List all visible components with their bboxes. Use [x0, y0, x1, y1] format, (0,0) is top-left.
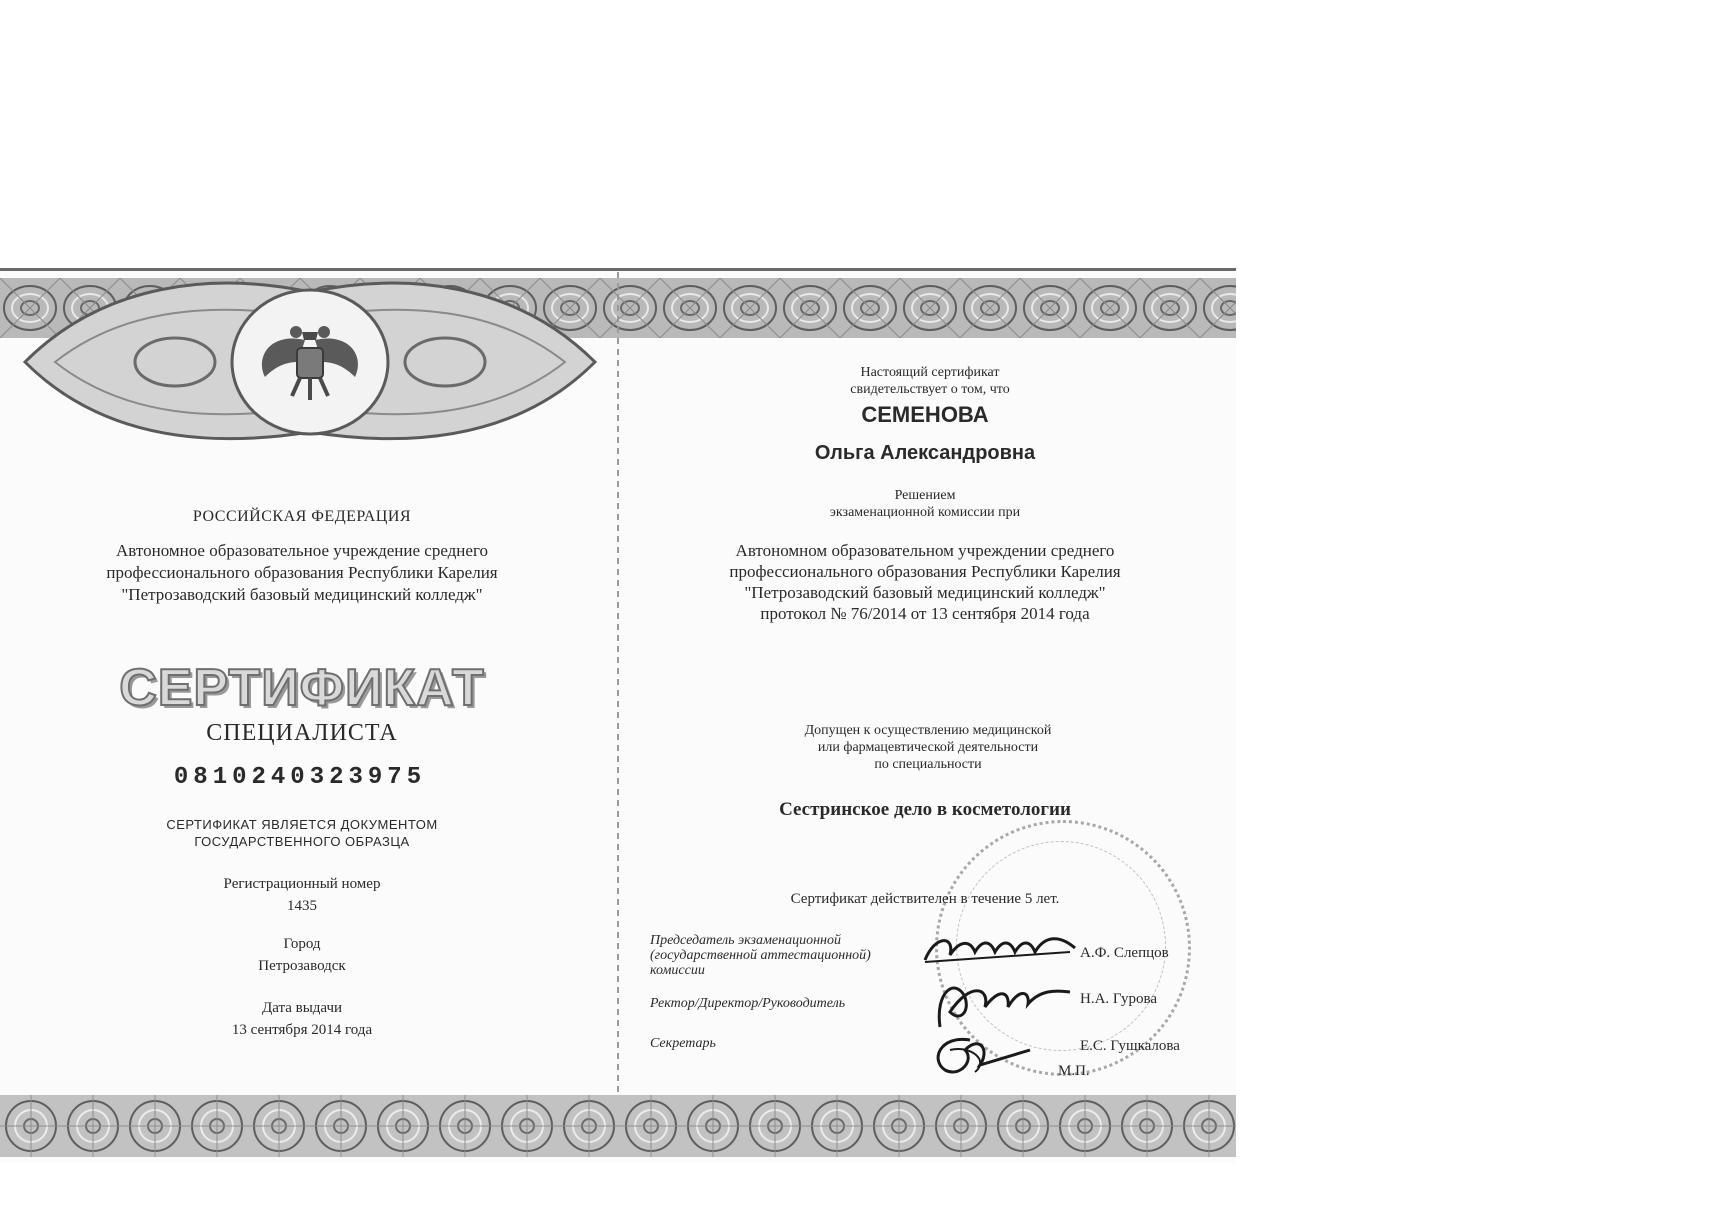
rector-signature — [930, 972, 1080, 1032]
decision-line-2: экзаменационной комиссии при — [829, 505, 1021, 520]
issue-date-label: Дата выдачи — [261, 1000, 343, 1016]
chair-label-line-1: Председатель экзаменационной — [650, 933, 841, 948]
admission-line-3: по специальности — [874, 757, 982, 772]
institution-line-3: "Петрозаводский базовый медицинский колледж" — [121, 585, 483, 604]
issue-date-value: 13 сентября 2014 года — [231, 1022, 373, 1038]
decision-text — [830, 487, 1020, 521]
admission-text — [805, 722, 1052, 773]
commission-institution-line-1: Автономном образовательном учреждении среднего — [735, 541, 1115, 560]
intro-text — [850, 364, 1009, 398]
holder-surname: СЕМЕНОВА — [861, 402, 989, 427]
issuing-institution — [106, 540, 497, 606]
validity-note: Сертификат действителен в течение 5 лет. — [790, 891, 1060, 907]
institution-line-1: Автономное образовательное учреждение среднего — [116, 541, 488, 560]
rector-label: Ректор/Директор/Руководитель — [650, 996, 846, 1011]
holder-given-names: Ольга Александровна — [814, 442, 1036, 464]
admission-line-2: или фармацевтической деятельности — [817, 740, 1039, 755]
registration-block — [224, 873, 381, 917]
country-name: РОССИЙСКАЯ ФЕДЕРАЦИЯ — [192, 508, 412, 525]
secretary-label: Секретарь — [650, 1036, 716, 1051]
commission-institution-line-2: профессионального образования Республики Карелия — [729, 562, 1121, 581]
chair-signature — [920, 930, 1080, 975]
state-document-note — [166, 816, 437, 850]
decision-line-1: Решением — [894, 488, 956, 503]
secretary-name: Е.С. Гушкалова — [1080, 1038, 1180, 1054]
city-label: Город — [283, 936, 321, 952]
certificate-number: 0810240323975 — [173, 764, 427, 791]
certificate-subtitle: СПЕЦИАЛИСТА — [206, 720, 398, 746]
fold-line — [617, 272, 619, 1157]
chair-name: А.Ф. Слепцов — [1080, 945, 1169, 961]
city-value: Петрозаводск — [258, 958, 346, 974]
state-document-line-2: ГОСУДАРСТВЕННОГО ОБРАЗЦА — [194, 834, 410, 849]
specialty: Сестринское дело в косметологии — [779, 799, 1071, 820]
rector-name: Н.А. Гурова — [1080, 991, 1158, 1007]
registration-label: Регистрационный номер — [223, 876, 381, 892]
city-block — [258, 933, 345, 977]
chair-label — [650, 933, 871, 978]
intro-line-2: свидетельствует о том, что — [850, 382, 1010, 397]
state-document-line-1: СЕРТИФИКАТ ЯВЛЯЕТСЯ ДОКУМЕНТОМ — [166, 817, 438, 832]
commission-institution-line-3: "Петрозаводский базовый медицинский колледж" — [744, 583, 1106, 602]
top-border-line — [0, 268, 1236, 271]
chair-label-line-3: комиссии — [650, 963, 705, 978]
chair-label-line-2: (государственной аттестационной) — [650, 948, 871, 963]
issue-date-block — [232, 997, 372, 1041]
admission-line-1: Допущен к осуществлению медицинской — [804, 723, 1052, 738]
stamp-mark: М.П. — [1058, 1063, 1090, 1079]
registration-number: 1435 — [287, 898, 317, 914]
protocol-line: протокол № 76/2014 от 13 сентября 2014 года — [760, 604, 1090, 623]
bottom-guilloche-band — [0, 1095, 1236, 1157]
commission-institution — [729, 540, 1120, 624]
certificate-title: СЕРТИФИКАТ — [119, 659, 485, 717]
secretary-signature — [930, 1030, 1040, 1080]
institution-line-2: профессионального образования Республики Карелия — [106, 563, 498, 582]
intro-line-1: Настоящий сертификат — [860, 365, 1000, 380]
emblem-frame — [15, 272, 605, 447]
